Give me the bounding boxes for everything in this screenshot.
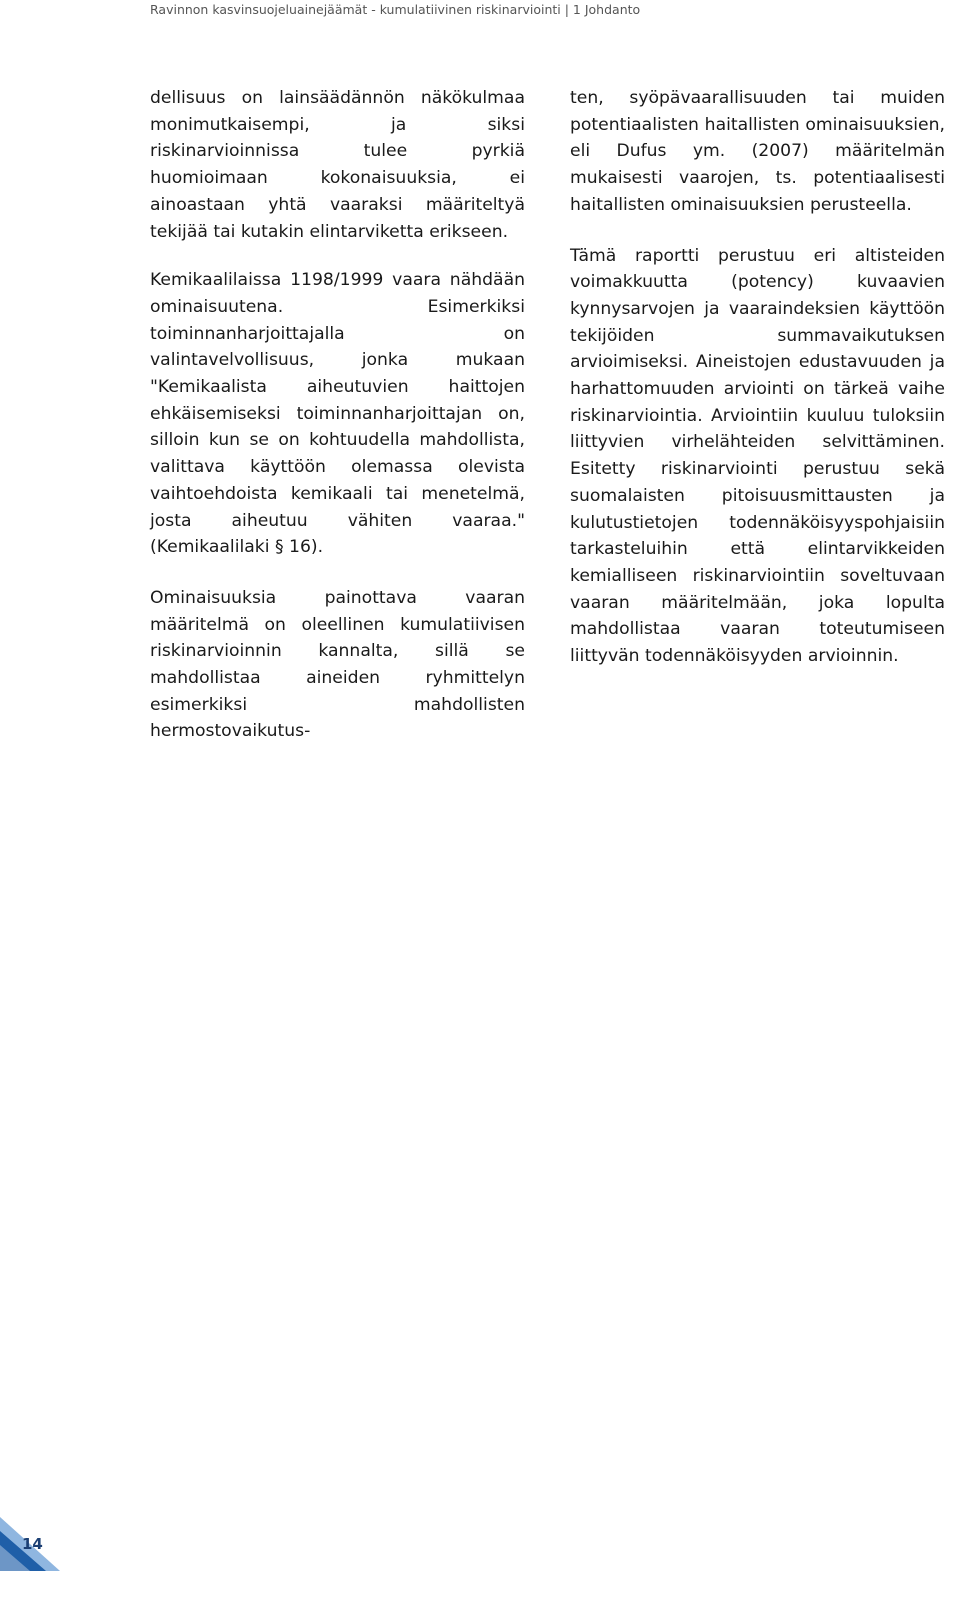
paragraph: ten, syöpävaarallisuuden tai muiden potentiaalisten haitallisten ominaisuuksien, eli Dufus ym. (2007) määritelmän mukaisesti vaarojen, ts. potentiaalisesti haitallisten ominaisuuksien perusteella. (570, 88, 945, 215)
paragraph: dellisuus on lainsäädännön näkökulmaa monimutkaisempi, ja siksi riskinarvioinnissa tulee pyrkiä huomioimaan kokonaisuuksia, ei ainoastaan yhtä vaaraksi määriteltyä tekijää tai kutakin elintarviketta erikseen. (150, 88, 525, 242)
page-number: 14 (22, 1535, 43, 1553)
paragraph: Kemikaalilaissa 1198/1999 vaara nähdään ominaisuutena. Esimerkiksi toiminnanharjoittajalla on valintavelvollisuus, jonka mukaan "Kemikaalista aiheutuvien haittojen ehkäisemiseksi toiminnanharjoittajan on, silloin kun se on kohtuudella mahdollista, valittava käyttöön olemassa olevista vaihtoehdoista kemikaali tai menetelmä, josta aiheutuu vähiten vaaraa." (Kemikaalilaki § 16). (150, 270, 525, 558)
left-column (150, 85, 525, 769)
right-column (570, 85, 945, 694)
paragraph: Ominaisuuksia painottava vaaran määritelmä on oleellinen kumulatiivisen riskinarvioinnin kannalta, sillä se mahdollistaa aineiden ryhmittelyn esimerkiksi mahdollisten hermostovaikutus- (150, 587, 525, 742)
paragraph: Tämä raportti perustuu eri altisteiden voimakkuutta (potency) kuvaavien kynnysarvojen ja vaaraindeksien käyttöön tekijöiden summavaikutuksen arvioimiseksi. Aineistojen edustavuuden ja harhattomuuden arviointi on tärkeä vaihe riskinarviointia. Arviointiin kuuluu tuloksiin liittyvien virhelähteiden selvittäminen. Esitetty riskinarviointi perustuu sekä suomalaisten pitoisuusmittausten ja kulutustietojen todennäköisyyspohjaisiin tarkasteluihin että elintarvikkeiden kemialliseen riskinarviointiin soveltuvaan vaaran määritelmään, joka lopulta mahdollistaa vaaran toteutumiseen liittyvän todennäköisyyden arvioinnin. (570, 245, 945, 667)
running-header: Ravinnon kasvinsuojeluainejäämät - kumulatiivinen riskinarviointi | 1 Johdanto (150, 2, 641, 17)
